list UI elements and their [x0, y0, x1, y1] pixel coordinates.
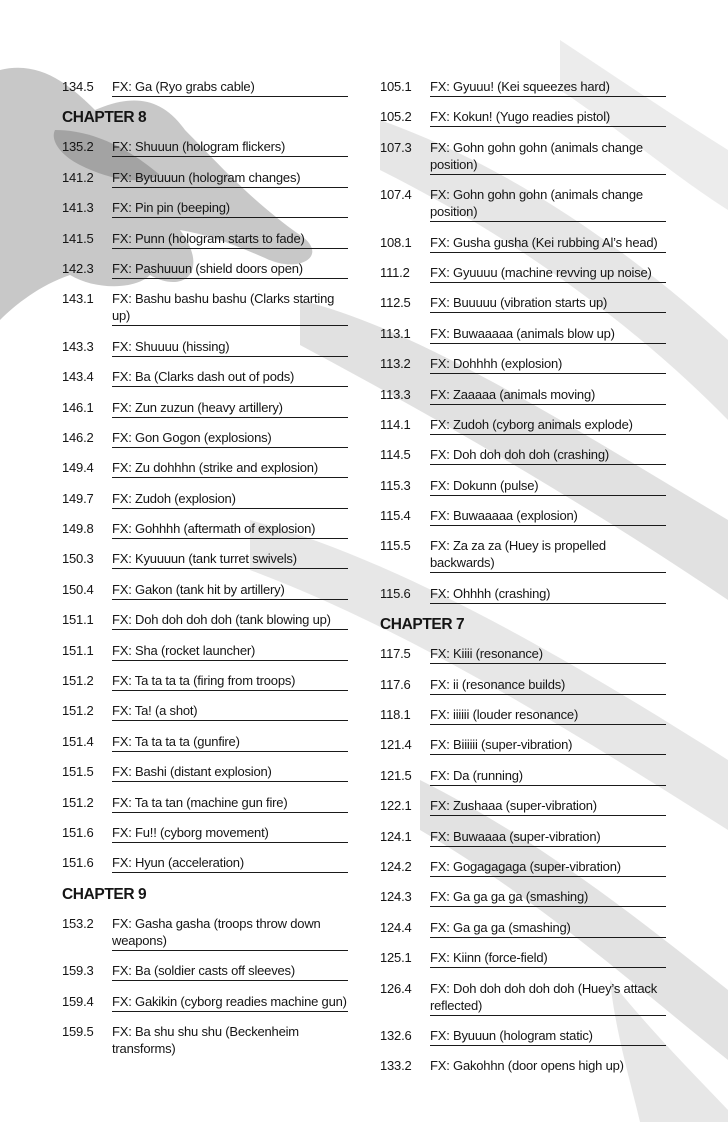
sfx-translation: FX: Gakikin (cyborg readies machine gun) — [112, 993, 348, 1012]
sfx-translation: FX: Pin pin (beeping) — [112, 199, 348, 218]
sfx-entry — [380, 828, 666, 847]
sfx-entry — [380, 186, 666, 222]
sfx-entry — [62, 824, 348, 843]
sfx-translation: FX: Buwaaaaa (animals blow up) — [430, 325, 666, 344]
sfx-entry — [62, 915, 348, 951]
sfx-entry — [380, 706, 666, 725]
page-panel-number: 146.2 — [62, 429, 94, 445]
sfx-translation: FX: Zun zuzun (heavy artillery) — [112, 399, 348, 418]
page-panel-number: 113.2 — [380, 356, 411, 372]
sfx-entry — [380, 234, 666, 253]
page-panel-number: 159.4 — [62, 993, 94, 1009]
page-panel-number: 141.2 — [62, 169, 94, 185]
sfx-translation: FX: Shuuun (hologram flickers) — [112, 138, 348, 157]
sfx-entry — [380, 78, 666, 97]
sfx-translation: FX: Buuuuu (vibration starts up) — [430, 294, 666, 313]
sfx-translation: FX: Gasha gasha (troops throw down weapons) — [112, 915, 348, 951]
page-panel-number: 134.5 — [62, 79, 94, 94]
page-panel-number: 149.4 — [62, 460, 94, 476]
sfx-translation: FX: Gohn gohn gohn (animals change position) — [430, 186, 666, 222]
sfx-translation: FX: iiiiii (louder resonance) — [430, 706, 666, 725]
sfx-entry — [380, 446, 666, 465]
sfx-translation: FX: Doh doh doh doh (crashing) — [430, 446, 666, 465]
sfx-translation: FX: Zudoh (cyborg animals explode) — [430, 416, 666, 435]
page-panel-number: 142.3 — [62, 260, 94, 276]
left-column — [62, 78, 348, 1069]
page-panel-number: 111.2 — [380, 264, 410, 280]
page-panel-number: 121.5 — [380, 767, 412, 783]
page-panel-number: 124.3 — [380, 889, 412, 905]
page-panel-number: 107.3 — [380, 139, 412, 155]
sfx-entry — [380, 919, 666, 938]
sfx-translation: FX: Ga (Ryo grabs cable) — [112, 78, 348, 97]
sfx-entry — [380, 108, 666, 127]
page-panel-number: 126.4 — [380, 980, 412, 996]
page-panel-number: 143.3 — [62, 338, 94, 354]
sfx-entry — [62, 290, 348, 326]
sfx-entry — [62, 399, 348, 418]
sfx-translation: FX: Doh doh doh doh (tank blowing up) — [112, 611, 348, 630]
page-panel-number: 133.2 — [380, 1058, 412, 1074]
page-panel-number: 114.1 — [380, 416, 411, 432]
page-panel-number: 108.1 — [380, 234, 412, 250]
page-panel-number: 124.2 — [380, 858, 412, 874]
page-panel-number: 135.2 — [62, 139, 94, 155]
sfx-entry — [380, 736, 666, 755]
page-panel-number: 115.3 — [380, 477, 411, 493]
sfx-entry — [380, 537, 666, 573]
page-panel-number: 112.5 — [380, 295, 411, 311]
sfx-translation: FX: Ta ta ta ta (firing from troops) — [112, 672, 348, 691]
sfx-entry — [380, 1057, 666, 1075]
sfx-translation: FX: Kiinn (force-field) — [430, 949, 666, 968]
sfx-entry — [62, 230, 348, 249]
sfx-translation: FX: Pashuuun (shield doors open) — [112, 260, 348, 279]
sfx-entry — [380, 355, 666, 374]
page-panel-number: 150.3 — [62, 551, 94, 567]
sfx-translation: FX: Hyun (acceleration) — [112, 854, 348, 873]
sfx-entry — [62, 138, 348, 157]
sfx-entry — [62, 338, 348, 357]
sfx-translation: FX: Ba (Clarks dash out of pods) — [112, 368, 348, 387]
sfx-entry — [62, 199, 348, 218]
page-panel-number: 141.3 — [62, 200, 94, 216]
sfx-translation: FX: Byuuuun (hologram changes) — [112, 169, 348, 188]
page-panel-number: 151.2 — [62, 794, 94, 810]
sfx-translation: FX: Gohhhh (aftermath of explosion) — [112, 520, 348, 539]
sfx-translation: FX: Bashu bashu bashu (Clarks starting up) — [112, 290, 348, 326]
sfx-translation: FX: Kyuuuun (tank turret swivels) — [112, 550, 348, 569]
sfx-translation: FX: Buwaaaa (super-vibration) — [430, 828, 666, 847]
page-panel-number: 143.1 — [62, 291, 94, 307]
sfx-entry — [380, 585, 666, 604]
sfx-entry — [62, 993, 348, 1012]
sfx-entry — [62, 1023, 348, 1058]
sfx-translation: FX: Gon Gogon (explosions) — [112, 429, 348, 448]
sfx-entry — [380, 294, 666, 313]
page-panel-number: 153.2 — [62, 915, 94, 931]
page-panel-number: 141.5 — [62, 230, 94, 246]
sfx-translation: FX: Fu!! (cyborg movement) — [112, 824, 348, 843]
sfx-translation: FX: Ohhhh (crashing) — [430, 585, 666, 604]
page-panel-number: 105.1 — [380, 79, 412, 94]
sfx-translation: FX: Sha (rocket launcher) — [112, 642, 348, 661]
sfx-entry — [380, 888, 666, 907]
sfx-entry — [380, 797, 666, 816]
sfx-entry — [62, 490, 348, 509]
sfx-entry — [62, 854, 348, 873]
page-panel-number: 115.4 — [380, 508, 411, 524]
sfx-entry — [62, 581, 348, 600]
sfx-entry — [62, 733, 348, 752]
sfx-translation: FX: Shuuuu (hissing) — [112, 338, 348, 357]
sfx-entry — [380, 386, 666, 405]
sfx-translation: FX: Ba (soldier casts off sleeves) — [112, 962, 348, 981]
sfx-entry — [380, 645, 666, 664]
page-panel-number: 114.5 — [380, 447, 411, 463]
page-panel-number: 151.1 — [62, 642, 94, 658]
sfx-entry — [62, 520, 348, 539]
page-panel-number: 151.6 — [62, 855, 94, 871]
page-panel-number: 151.2 — [62, 673, 94, 689]
sfx-translation: FX: Ta! (a shot) — [112, 702, 348, 721]
sfx-entry — [62, 794, 348, 813]
sfx-entry — [62, 702, 348, 721]
page-panel-number: 122.1 — [380, 798, 412, 814]
sfx-entry — [62, 611, 348, 630]
sfx-entry — [62, 642, 348, 661]
page-panel-number: 118.1 — [380, 707, 411, 723]
sfx-entry — [62, 368, 348, 387]
sfx-translation: FX: Zaaaaa (animals moving) — [430, 386, 666, 405]
page-panel-number: 151.5 — [62, 764, 94, 780]
page-panel-number: 146.1 — [62, 399, 94, 415]
sfx-translation: FX: Zu dohhhn (strike and explosion) — [112, 459, 348, 478]
sfx-entry — [62, 962, 348, 981]
sfx-translation: FX: ii (resonance builds) — [430, 676, 666, 695]
sfx-translation: FX: Punn (hologram starts to fade) — [112, 230, 348, 249]
chapter-heading: CHAPTER 8 — [62, 109, 147, 127]
sfx-translation: FX: Kiiii (resonance) — [430, 645, 666, 664]
page-panel-number: 151.4 — [62, 733, 94, 749]
sfx-entry — [62, 672, 348, 691]
page-panel-number: 117.5 — [380, 646, 411, 662]
sfx-translation: FX: Zushaaa (super-vibration) — [430, 797, 666, 816]
sfx-translation: FX: Gakon (tank hit by artillery) — [112, 581, 348, 600]
page-panel-number: 105.2 — [380, 109, 412, 125]
sfx-entry — [380, 416, 666, 435]
right-column — [380, 78, 666, 1087]
sfx-entry — [380, 949, 666, 968]
sfx-translation: FX: Dokunn (pulse) — [430, 477, 666, 496]
page-panel-number: 149.8 — [62, 521, 94, 537]
sfx-entry — [380, 139, 666, 175]
chapter-heading: CHAPTER 9 — [62, 885, 147, 903]
sfx-translation: FX: Ga ga ga ga (smashing) — [430, 888, 666, 907]
sfx-translation: FX: Ga ga ga (smashing) — [430, 919, 666, 938]
page-panel-number: 115.6 — [380, 585, 411, 601]
sfx-translation: FX: Gohn gohn gohn (animals change position) — [430, 139, 666, 175]
page-panel-number: 151.6 — [62, 824, 94, 840]
sfx-translation: FX: Da (running) — [430, 767, 666, 786]
sfx-entry — [380, 477, 666, 496]
sfx-translation: FX: Bashi (distant explosion) — [112, 763, 348, 782]
page-panel-number: 151.1 — [62, 612, 94, 628]
page-panel-number: 159.5 — [62, 1023, 94, 1039]
sfx-translation: FX: Ta ta ta ta (gunfire) — [112, 733, 348, 752]
page-panel-number: 117.6 — [380, 676, 411, 692]
sfx-translation: FX: Ta ta tan (machine gun fire) — [112, 794, 348, 813]
sfx-entry — [380, 1027, 666, 1046]
page-panel-number: 159.3 — [62, 963, 94, 979]
sfx-entry — [62, 260, 348, 279]
sfx-translation: FX: Buwaaaaa (explosion) — [430, 507, 666, 526]
sfx-translation: FX: Gusha gusha (Kei rubbing Al’s head) — [430, 234, 666, 253]
sfx-entry — [380, 676, 666, 695]
sfx-translation: FX: Biiiiii (super-vibration) — [430, 736, 666, 755]
sfx-entry — [380, 858, 666, 877]
page-panel-number: 115.5 — [380, 538, 411, 554]
sfx-entry — [380, 264, 666, 283]
page-panel-number: 113.3 — [380, 386, 411, 402]
sfx-entry — [380, 325, 666, 344]
page-panel-number: 143.4 — [62, 369, 94, 385]
chapter-heading: CHAPTER 7 — [380, 616, 465, 634]
page-panel-number: 124.4 — [380, 919, 412, 935]
sfx-translation: FX: Gogagagaga (super-vibration) — [430, 858, 666, 877]
page-panel-number: 151.2 — [62, 703, 94, 719]
sfx-entry — [62, 763, 348, 782]
page-panel-number: 132.6 — [380, 1027, 412, 1043]
sfx-translation: FX: Dohhhh (explosion) — [430, 355, 666, 374]
sfx-entry — [380, 767, 666, 786]
sfx-translation: FX: Byuuun (hologram static) — [430, 1027, 666, 1046]
page-panel-number: 113.1 — [380, 325, 411, 341]
page-panel-number: 107.4 — [380, 187, 412, 203]
sfx-translation: FX: Za za za (Huey is propelled backwards) — [430, 537, 666, 573]
sfx-translation: FX: Gyuuu! (Kei squeezes hard) — [430, 78, 666, 97]
sfx-translation: FX: Kokun! (Yugo readies pistol) — [430, 108, 666, 127]
sfx-entry — [62, 550, 348, 569]
sfx-translation: FX: Doh doh doh doh doh (Huey’s attack reflected) — [430, 980, 666, 1016]
sfx-entry — [62, 78, 348, 97]
sfx-translation: FX: Zudoh (explosion) — [112, 490, 348, 509]
page-panel-number: 121.4 — [380, 737, 412, 753]
sfx-entry — [62, 169, 348, 188]
sfx-translation: FX: Ba shu shu shu (Beckenheim transforms) — [112, 1023, 299, 1056]
sfx-entry — [380, 507, 666, 526]
sfx-translation: FX: Gyuuuu (machine revving up noise) — [430, 264, 666, 283]
page-panel-number: 125.1 — [380, 950, 412, 966]
page-panel-number: 149.7 — [62, 490, 94, 506]
sfx-entry — [62, 429, 348, 448]
sfx-translation: FX: Gakohhn (door opens high up) — [430, 1058, 624, 1074]
sfx-entry — [62, 459, 348, 478]
page-panel-number: 124.1 — [380, 828, 412, 844]
sfx-entry — [380, 980, 666, 1016]
page-panel-number: 150.4 — [62, 581, 94, 597]
